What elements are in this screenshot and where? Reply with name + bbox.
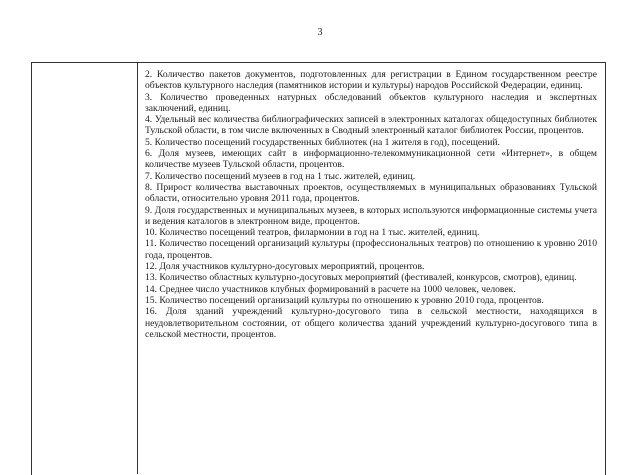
list-item: 13. Количество областных культурно-досуговых мероприятий (фестивалей, конкурсов, смотров), единиц. xyxy=(145,272,577,284)
list-item: 11. Количество посещений организаций культуры (профессиональных театров) по отношению к уровню 2010 года, процентов. xyxy=(145,238,597,261)
list-item: 7. Количество посещений музеев в год на 1 тыс. жителей, единиц. xyxy=(145,170,416,182)
list-item: 12. Доля участников культурно-досуговых мероприятий, процентов. xyxy=(145,261,425,273)
list-item: 16. Доля зданий учреждений культурно-досугового типа в сельской местности, находящихся в неудовлетворительном состоянии, от общего количества зданий учреждений культурно-досугового типа в сельской местности, процентов. xyxy=(145,306,597,340)
list-item: 10. Количество посещений театров, филармонии в год на 1 тыс. жителей, единиц. xyxy=(145,227,480,239)
list-item: 2. Количество пакетов документов, подготовленных для регистрации в Едином государственном реестре объектов культурного наследия (памятников истории и культуры) народов Российской Федерации, единиц. xyxy=(145,69,597,92)
list-item: 14. Среднее число участников клубных формирований в расчете на 1000 человек, человек. xyxy=(145,283,516,295)
list-item: 15. Количество посещений организаций культуры по отношению к уровню 2010 года, процентов. xyxy=(145,294,544,306)
list-item: 6. Доля музеев, имеющих сайт в информационно-телекоммуникационной сети «Интернет», в общем количестве музеев Тульской области, процентов. xyxy=(145,148,597,171)
list-item: 5. Количество посещений государственных библиотек (на 1 жителя в год), посещений. xyxy=(145,136,500,148)
list-item: 9. Доля государственных и муниципальных музеев, в которых используются информационные системы учета и ведения каталогов в электронном виде, процентов. xyxy=(145,204,597,227)
column-divider xyxy=(137,62,138,474)
list-item: 4. Удельный вес количества библиографических записей в электронных каталогах общедоступных библиотек Тульской области, в том числе включенных в Сводный электронный каталог библиотек России, процентов. xyxy=(145,114,597,137)
list-item: 3. Количество проведенных натурных обследований объектов культурного наследия и экспертных заключений, единиц. xyxy=(145,91,597,114)
indicator-list xyxy=(145,69,597,340)
page-number: 3 xyxy=(317,27,323,38)
list-item: 8. Прирост количества выставочных проектов, осуществляемых в муниципальных образованиях Тульской области, относительно уровня 2011 года, процентов. xyxy=(145,181,597,205)
